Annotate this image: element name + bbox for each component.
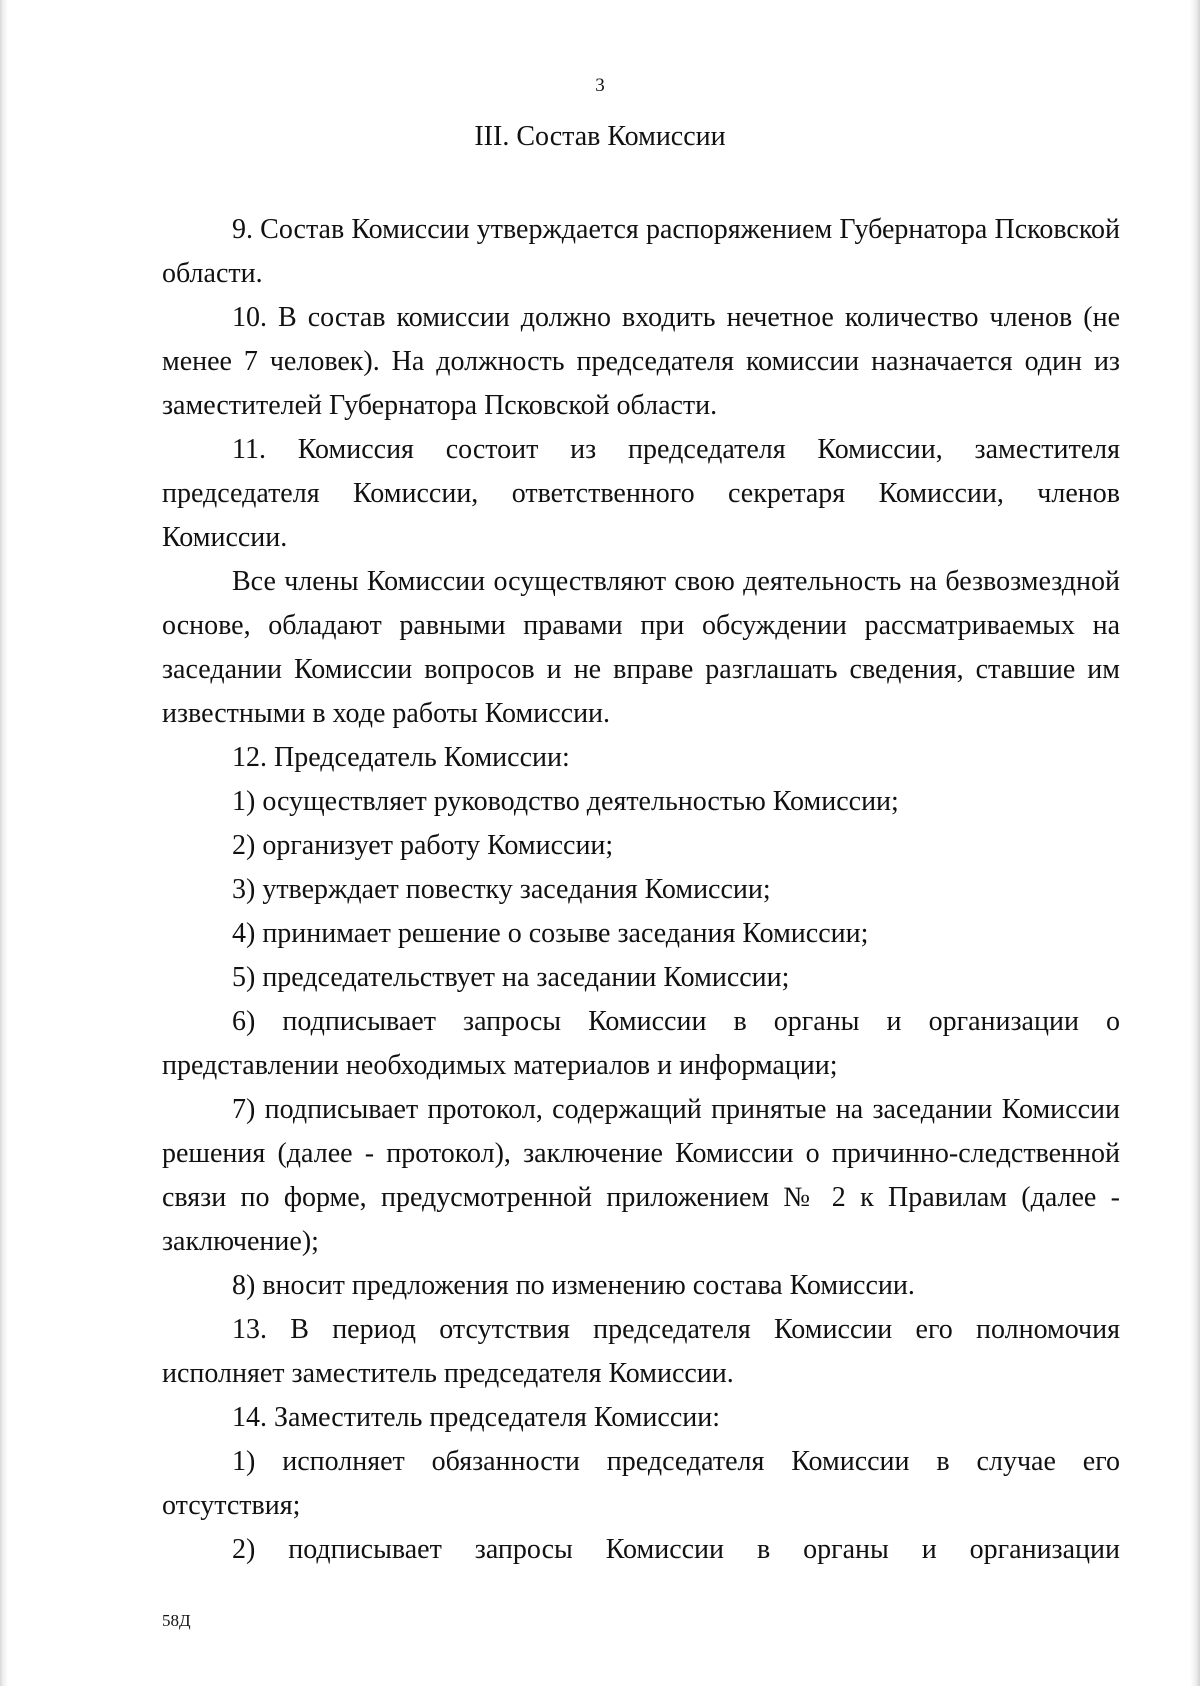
list-item-14-2: 2) подписывает запросы Комиссии в органы и организации [232, 1534, 1120, 1565]
paragraph-13: 13. В период отсутствия председателя Комиссии его полномочия исполняет заместитель председателя Комиссии. [162, 1314, 1120, 1389]
list-item-12-5: 5) председательствует на заседании Комиссии; [232, 962, 790, 993]
paragraph-14: 14. Заместитель председателя Комиссии: [232, 1402, 720, 1433]
scan-edge-left [0, 0, 8, 1686]
paragraph-10: 10. В состав комиссии должно входить нечетное количество членов (не менее 7 человек). На должность председателя комиссии назначается один из заместителей Губернатора Псковской области. [162, 302, 1120, 421]
list-item-14-1: 1) исполняет обязанности председателя Комиссии в случае его отсутствия; [162, 1446, 1120, 1521]
list-item-12-6: 6) подписывает запросы Комиссии в органы и организации о представлении необходимых материалов и информации; [162, 1006, 1120, 1081]
page-number: 3 [595, 75, 605, 96]
footer-code: 58Д [162, 1611, 191, 1630]
list-item-12-2: 2) организует работу Комиссии; [232, 830, 614, 861]
paragraph-members: Все члены Комиссии осуществляют свою деятельность на безвозмездной основе, обладают равными правами при обсуждении рассматриваемых на заседании Комиссии вопросов и не вправе разглашать сведения, ставшие им известными в ходе работы Комиссии. [162, 566, 1120, 729]
list-item-12-7: 7) подписывает протокол, содержащий принятые на заседании Комиссии решения (далее - протокол), заключение Комиссии о причинно-следственной связи по форме, предусмотренной приложением № 2 к Правилам (далее - заключение); [162, 1094, 1120, 1257]
paragraph-9: 9. Состав Комиссии утверждается распоряжением Губернатора Псковской области. [162, 214, 1120, 289]
list-item-12-1: 1) осуществляет руководство деятельностью Комиссии; [232, 786, 899, 817]
section-title: III. Состав Комиссии [474, 121, 726, 152]
document-body [162, 208, 1120, 1572]
paragraph-12: 12. Председатель Комиссии: [232, 742, 570, 773]
list-item-12-3: 3) утверждает повестку заседания Комиссии; [232, 874, 771, 905]
scan-edge-right [1190, 0, 1200, 1686]
list-item-12-8: 8) вносит предложения по изменению состава Комиссии. [232, 1270, 915, 1301]
list-item-12-4: 4) принимает решение о созыве заседания Комиссии; [232, 918, 869, 949]
paragraph-11: 11. Комиссия состоит из председателя Комиссии, заместителя председателя Комиссии, ответственного секретаря Комиссии, членов Комиссии. [162, 434, 1120, 553]
